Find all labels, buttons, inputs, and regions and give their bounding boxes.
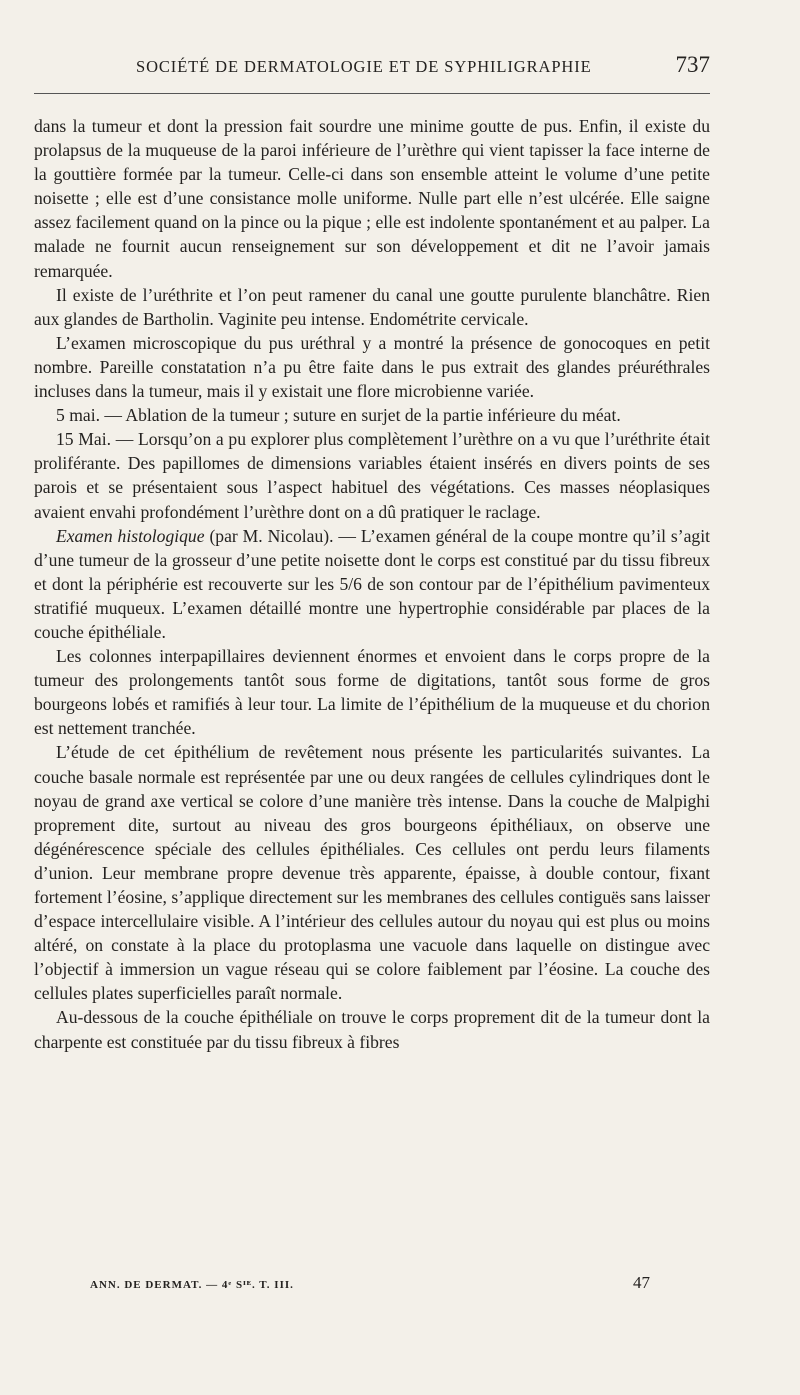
paragraph-colonnes: Les colonnes interpapillaires deviennent énormes et envoient dans le corps propre de la tumeur des prolongements tantôt sous forme de digitations, tantôt sous forme de gros bourgeons lobés et ramifiés à leur tour. La limite de l’épithélium de la muqueuse et du chorion est nettement tranchée. bbox=[34, 646, 710, 739]
paragraph-1: dans la tumeur et dont la pression fait sourdre une minime goutte de pus. Enfin, il existe du prolapsus de la muqueuse de la paroi inférieure de l’urèthre qui vient tapisser la face interne de la gouttière formée par la tumeur. Celle-ci dans son ensemble atteint le volume d’une petite noisette ; elle est d’une consistance molle uniforme. Nulle part elle n’est ulcérée. Elle saigne assez facilement quand on la pince ou la pique ; elle est indolente spontanément et au palper. La malade ne fournit aucun renseignement sur son développement et dit ne l’avoir jamais remarquée. bbox=[34, 116, 710, 281]
header-rule bbox=[34, 93, 710, 94]
journal-reference: ANN. DE DERMAT. — 4ᵉ Sᴵᴱ. T. III. bbox=[90, 1279, 294, 1291]
paragraph-final: Au-dessous de la couche épithéliale on trouve le corps proprement dit de la tumeur dont la charpente est constituée par du tissu fibreux à fibres bbox=[34, 1007, 710, 1052]
paragraph-entry-5-mai: 5 mai. — Ablation de la tumeur ; suture en surjet de la partie inférieure du méat. bbox=[56, 405, 621, 426]
running-head: SOCIÉTÉ DE DERMATOLOGIE ET DE SYPHILIGRAPHIE bbox=[136, 57, 592, 76]
page-header bbox=[34, 52, 710, 82]
exam-heading: Examen histologique bbox=[56, 525, 205, 546]
signature-mark: 47 bbox=[633, 1273, 650, 1292]
paragraph-epithelium: L’étude de cet épithélium de revêtement nous présente les particularités suivantes. La couche basale normale est représentée par une ou deux rangées de cellules cylindriques dont le noyau de grand axe vertical se colore d’une manière très intense. Dans la couche de Malpighi proprement dite, surtout au niveau des gros bourgeons épithéliaux, on observe une dégénérescence spéciale des cellules épithéliales. Ces cellules ont perdu leurs filaments d’union. Leur membrane propre devenue très apparente, épaisse, à double contour, fixant fortement l’éosine, s’applique directement sur les membranes des cellules contiguës sans laisser d’espace intercellulaire visible. A l’intérieur des cellules autour du noyau qui est plus ou moins altéré, on constate à la place du protoplasma une vacuole dans laquelle on distingue avec l’objectif à immersion un vague réseau qui se colore faiblement par l’éosine. La couche des cellules plates superficielles paraît normale. bbox=[34, 742, 710, 1004]
paragraph-histology-text: (par M. Nicolau). — L’examen général de la coupe montre qu’il s’agit d’une tumeur de la grosseur d’une petite noisette dont le corps est constitué par du tissu fibreux et dont la périphérie est recouverte sur les 5/6 de son contour par de l’épithélium pavimenteux stratifié muqueux. L’examen détaillé montre une hypertrophie considérable par places de la couche épithéliale. bbox=[34, 525, 710, 642]
paragraph-2: Il existe de l’uréthrite et l’on peut ramener du canal une goutte purulente blanchâtre. Rien aux glandes de Bartholin. Vaginite peu intense. Endométrite cervicale. bbox=[34, 284, 710, 329]
paragraph-entry-15-mai: 15 Mai. — Lorsqu’on a pu explorer plus complètement l’urèthre on a vu que l’uréthrite était proliférante. Des papillomes de dimensions variables étaient insérés en divers points de ses parois et se présentaient sous l’aspect habituel des végétations. Ces masses néoplasiques avaient envahi profondément l’urèthre dont on a dû pratiquer le raclage. bbox=[34, 429, 710, 522]
paragraph-3: L’examen microscopique du pus uréthral y a montré la présence de gonocoques en petit nombre. Pareille constatation n’a pu être faite dans le pus extrait des glandes préuréthrales incluses dans la tumeur, mais il y existait une flore microbienne variée. bbox=[34, 332, 710, 402]
body-text bbox=[34, 114, 710, 1054]
page-number: 737 bbox=[675, 52, 710, 77]
paragraph-histology bbox=[34, 524, 710, 644]
page-footer bbox=[90, 1273, 650, 1299]
